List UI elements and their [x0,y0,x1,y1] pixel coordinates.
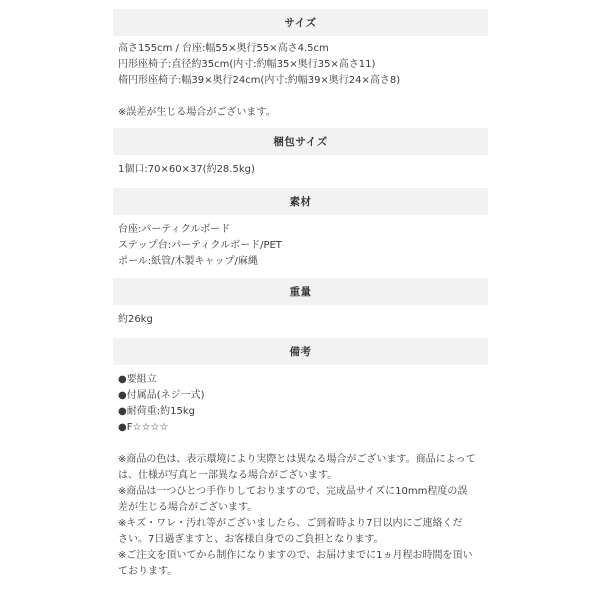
material-line: 台座:パーティクルボード [118,224,231,235]
size-line: 楕円形座椅子:幅39×奥行24cm(内寸:約幅39×奥行24×高さ8) [118,75,401,86]
remarks-item: ●付属品(ネジ一式) [118,390,205,401]
material-section-header [113,188,488,215]
remarks-section-header [113,338,488,365]
size-note: ※誤差が生じる場合がございます。 [118,107,276,118]
size-section-header [113,9,488,36]
weight-section-body [113,305,488,338]
remarks-section-body [113,365,488,580]
size-line: 高さ155cm / 台座:幅55×奥行55×高さ4.5cm [118,43,329,54]
remarks-section-title: 備考 [289,346,312,358]
packing-size-section-header [113,128,488,155]
remarks-note-line: さい。7日過ぎますと、お客様自身でのご負担となります。 [118,534,384,545]
remarks-note-line: ております。 [118,566,178,577]
size-blank-line [118,89,488,105]
material-section-title: 素材 [289,196,312,208]
packing-size-section-title: 梱包サイズ [273,136,328,148]
material-line: ステップ台:パーティクルボード/PET [118,240,282,251]
material-section-body [113,215,488,278]
remarks-note-line: ※商品は一つひとつ手作りしておりますので、完成品サイズに10mm程度の誤 [118,486,468,497]
size-section-body [113,36,488,128]
packing-size-line: 1個口:70×60×37(約28.5kg) [118,164,255,175]
remarks-item: ●耐荷重:約15kg [118,406,195,417]
packing-size-section-body [113,155,488,188]
material-line: ポール:紙管/木製キャップ/麻縄 [118,256,258,267]
size-section-title: サイズ [284,17,317,29]
remarks-note-line: は、仕様が写真と一部異なる場合がございます。 [118,470,338,481]
remarks-item: ●F☆☆☆☆ [118,422,169,433]
remarks-item: ●要組立 [118,374,157,385]
remarks-note-line: 差が生じる場合がございます。 [118,502,258,513]
weight-line: 約26kg [118,314,153,325]
remarks-note-line: ※商品の色は、表示環境により実際とは異なる場合がございます。商品によって [118,454,476,465]
remarks-blank-line [118,436,488,452]
product-spec-sheet [113,9,488,580]
weight-section-title: 重量 [289,286,312,298]
remarks-note-line: ※ご注文を頂いてから制作になりますので、お届けまでに1ヵ月程お時間を頂い [118,550,473,561]
weight-section-header [113,278,488,305]
size-line: 円形座椅子:直径約35cm(内寸:約幅35×奥行35×高さ11) [118,59,376,70]
remarks-note-line: ※キズ・ワレ・汚れ等がございましたら、ご到着時より7日以内にご連絡くだ [118,518,463,529]
